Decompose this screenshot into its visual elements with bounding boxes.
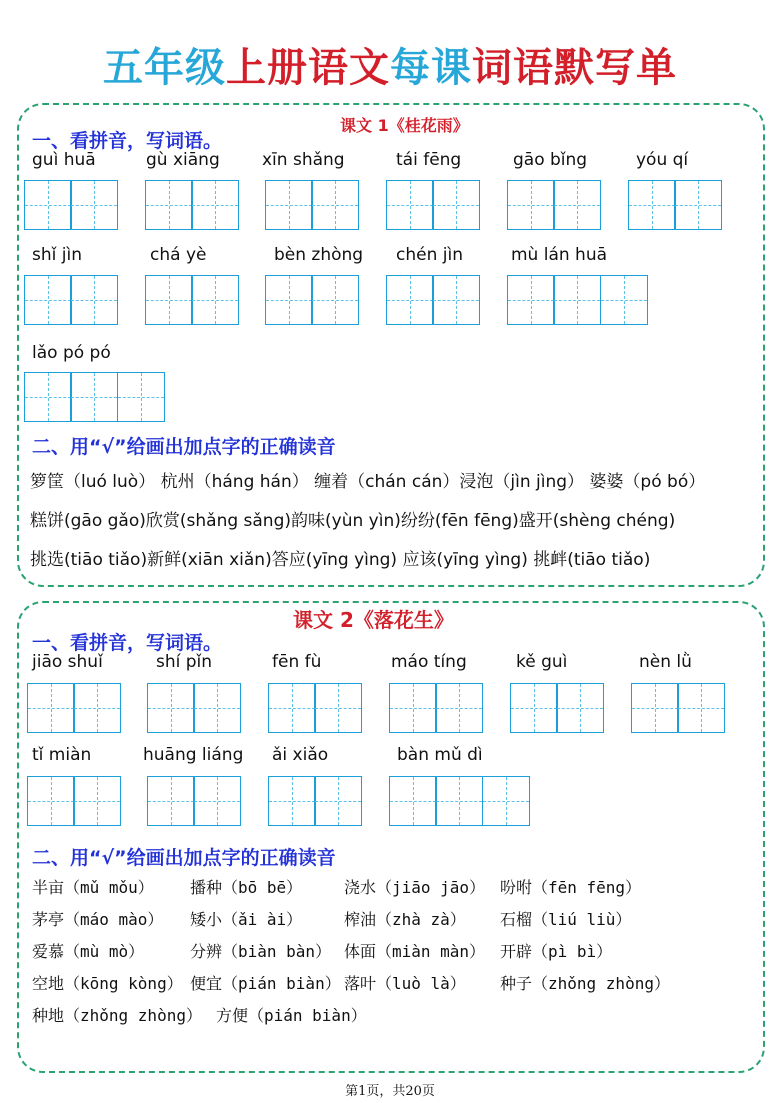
lesson2-reading-item: 石榴（liú liù） [500, 910, 632, 929]
lesson2-reading-item: 半亩（mǔ mǒu） [32, 878, 154, 897]
writing-cell[interactable] [631, 683, 679, 733]
writing-cell[interactable] [27, 776, 75, 826]
lesson1-writing-box-7[interactable] [24, 275, 117, 325]
lesson2-writing-box-9[interactable] [268, 776, 361, 826]
lesson2-section2-heading: 二、用“√”给画出加点字的正确读音 [32, 847, 336, 869]
writing-cell[interactable] [268, 683, 316, 733]
lesson1-writing-box-10[interactable] [386, 275, 479, 325]
lesson2-pinyin-5: kě guì [516, 652, 568, 672]
lesson1-pinyin-5: gāo bǐng [513, 150, 588, 170]
writing-cell[interactable] [191, 275, 239, 325]
lesson2-reading-item: 便宜（pián biàn） [190, 974, 341, 993]
writing-cell[interactable] [314, 683, 362, 733]
lesson1-pinyin-4: tái fēng [396, 150, 462, 170]
writing-cell[interactable] [73, 776, 121, 826]
writing-cell[interactable] [73, 683, 121, 733]
lesson1-pinyin-1: guì huā [32, 150, 96, 170]
writing-cell[interactable] [70, 372, 118, 422]
writing-cell[interactable] [600, 275, 648, 325]
lesson2-reading-item: 体面（miàn màn） [344, 942, 486, 961]
lesson1-pinyin-8: chá yè [150, 245, 207, 265]
writing-cell[interactable] [70, 180, 118, 230]
writing-cell[interactable] [435, 683, 483, 733]
lesson2-reading-item: 方便（pián biàn） [216, 1006, 367, 1025]
lesson2-reading-item: 开辟（pì bì） [500, 942, 613, 961]
writing-cell[interactable] [117, 372, 165, 422]
writing-cell[interactable] [24, 180, 72, 230]
title-part-3: 每课 [390, 44, 472, 91]
lesson1-pinyin-11: mù lán huā [511, 245, 608, 265]
writing-cell[interactable] [145, 275, 193, 325]
lesson2-writing-box-8[interactable] [147, 776, 240, 826]
lesson2-reading-item: 茅亭（máo mào） [32, 910, 164, 929]
lesson1-pinyin-3: xīn shǎng [262, 150, 345, 170]
lesson1-writing-box-1[interactable] [24, 180, 117, 230]
writing-cell[interactable] [191, 180, 239, 230]
lesson2-reading-item: 矮小（ǎi ài） [190, 910, 303, 929]
writing-cell[interactable] [311, 275, 359, 325]
lesson2-pinyin-6: nèn lǜ [639, 652, 692, 672]
lesson2-reading-item: 爱慕（mù mò） [32, 942, 145, 961]
lesson2-reading-item: 落叶（luò là） [344, 974, 466, 993]
page-footer: 第1页，共20页 [345, 1084, 435, 1099]
writing-cell[interactable] [24, 372, 72, 422]
writing-cell[interactable] [27, 683, 75, 733]
writing-cell[interactable] [145, 180, 193, 230]
lesson2-writing-box-6[interactable] [631, 683, 724, 733]
lesson2-pinyin-8: huāng liáng [143, 745, 244, 765]
title-part-2: 上册语文 [226, 44, 390, 91]
lesson2-pinyin-1: jiāo shuǐ [32, 652, 103, 672]
lesson2-reading-item: 浇水（jiāo jāo） [344, 878, 486, 897]
writing-cell[interactable] [556, 683, 604, 733]
writing-cell[interactable] [70, 275, 118, 325]
writing-cell[interactable] [432, 180, 480, 230]
lesson1-section1-heading: 一、看拼音，写词语。 [32, 130, 223, 152]
writing-cell[interactable] [193, 683, 241, 733]
lesson1-reading-line-3: 挑选(tiāo tiǎo)新鲜(xiān xiǎn)答应(yīng yìng) 应该(yīng yìng) 挑衅(tiāo tiǎo) [30, 550, 651, 570]
writing-cell[interactable] [432, 275, 480, 325]
writing-cell[interactable] [386, 275, 434, 325]
lesson1-pinyin-9: bèn zhòng [274, 245, 364, 265]
lesson1-writing-box-6[interactable] [628, 180, 721, 230]
writing-cell[interactable] [147, 683, 195, 733]
lesson2-writing-box-4[interactable] [389, 683, 482, 733]
lesson1-writing-box-4[interactable] [386, 180, 479, 230]
writing-cell[interactable] [389, 683, 437, 733]
writing-cell[interactable] [507, 275, 555, 325]
writing-cell[interactable] [268, 776, 316, 826]
lesson1-pinyin-6: yóu qí [636, 150, 689, 170]
title-part-4: 词语默写单 [472, 44, 677, 91]
writing-cell[interactable] [435, 776, 483, 826]
lesson2-reading-item: 空地（kōng kòng） [32, 974, 183, 993]
lesson2-reading-item: 吩咐（fēn fēng） [500, 878, 642, 897]
lesson1-writing-box-8[interactable] [145, 275, 238, 325]
lesson2-pinyin-10: bàn mǔ dì [397, 745, 483, 765]
lesson1-writing-box-5[interactable] [507, 180, 600, 230]
lesson2-reading-item: 榨油（zhà zà） [344, 910, 466, 929]
writing-cell[interactable] [386, 180, 434, 230]
writing-cell[interactable] [24, 275, 72, 325]
lesson2-title: 课文 2《落花生》 [293, 608, 454, 632]
lesson2-pinyin-3: fēn fù [272, 652, 322, 672]
lesson2-writing-box-5[interactable] [510, 683, 603, 733]
writing-cell[interactable] [628, 180, 676, 230]
lesson2-pinyin-2: shí pǐn [156, 652, 213, 672]
writing-cell[interactable] [147, 776, 195, 826]
lesson2-pinyin-7: tǐ miàn [32, 745, 92, 765]
lesson1-pinyin-12: lǎo pó pó [32, 343, 111, 363]
lesson2-section1-heading: 一、看拼音，写词语。 [32, 632, 223, 654]
writing-cell[interactable] [553, 180, 601, 230]
lesson1-writing-box-11[interactable] [507, 275, 646, 325]
lesson1-pinyin-2: gù xiāng [146, 150, 220, 170]
lesson1-writing-box-3[interactable] [265, 180, 358, 230]
writing-cell[interactable] [314, 776, 362, 826]
title-part-1: 五年级 [103, 44, 226, 91]
lesson1-writing-box-2[interactable] [145, 180, 238, 230]
lesson2-reading-item: 播种（bō bē） [190, 878, 303, 897]
lesson1-section2-heading: 二、用“√”给画出加点字的正确读音 [32, 436, 336, 458]
writing-cell[interactable] [389, 776, 437, 826]
lesson1-writing-box-9[interactable] [265, 275, 358, 325]
writing-cell[interactable] [482, 776, 530, 826]
lesson1-pinyin-7: shǐ jìn [32, 245, 82, 265]
lesson2-pinyin-9: ǎi xiǎo [272, 745, 329, 765]
page-title [0, 36, 780, 93]
writing-cell[interactable] [265, 275, 313, 325]
lesson1-pinyin-10: chén jìn [396, 245, 463, 265]
lesson1-reading-line-1: 箩筐（luó luò） 杭州（háng hán） 缠着（chán cán）浸泡（jìn jìng） 婆婆（pó bó） [30, 472, 706, 492]
lesson2-writing-box-10[interactable] [389, 776, 528, 826]
lesson1-title: 课文 1《桂花雨》 [340, 116, 469, 135]
writing-cell[interactable] [193, 776, 241, 826]
lesson2-pinyin-4: máo tíng [391, 652, 467, 672]
lesson2-writing-box-7[interactable] [27, 776, 120, 826]
writing-cell[interactable] [311, 180, 359, 230]
writing-cell[interactable] [674, 180, 722, 230]
lesson2-reading-item: 种地（zhǒng zhòng） [32, 1006, 202, 1025]
writing-cell[interactable] [553, 275, 601, 325]
lesson1-writing-box-12[interactable] [24, 372, 163, 422]
writing-cell[interactable] [265, 180, 313, 230]
lesson2-reading-item: 种子（zhǒng zhòng） [500, 974, 670, 993]
writing-cell[interactable] [677, 683, 725, 733]
writing-cell[interactable] [507, 180, 555, 230]
writing-cell[interactable] [510, 683, 558, 733]
lesson1-reading-line-2: 糕饼(gāo gǎo)欣赏(shǎng sǎng)韵味(yùn yìn)纷纷(fēn fēng)盛开(shèng chéng) [30, 511, 676, 531]
lesson2-reading-item: 分辨（biàn bàn） [190, 942, 332, 961]
lesson2-writing-box-1[interactable] [27, 683, 120, 733]
lesson2-writing-box-3[interactable] [268, 683, 361, 733]
lesson2-writing-box-2[interactable] [147, 683, 240, 733]
